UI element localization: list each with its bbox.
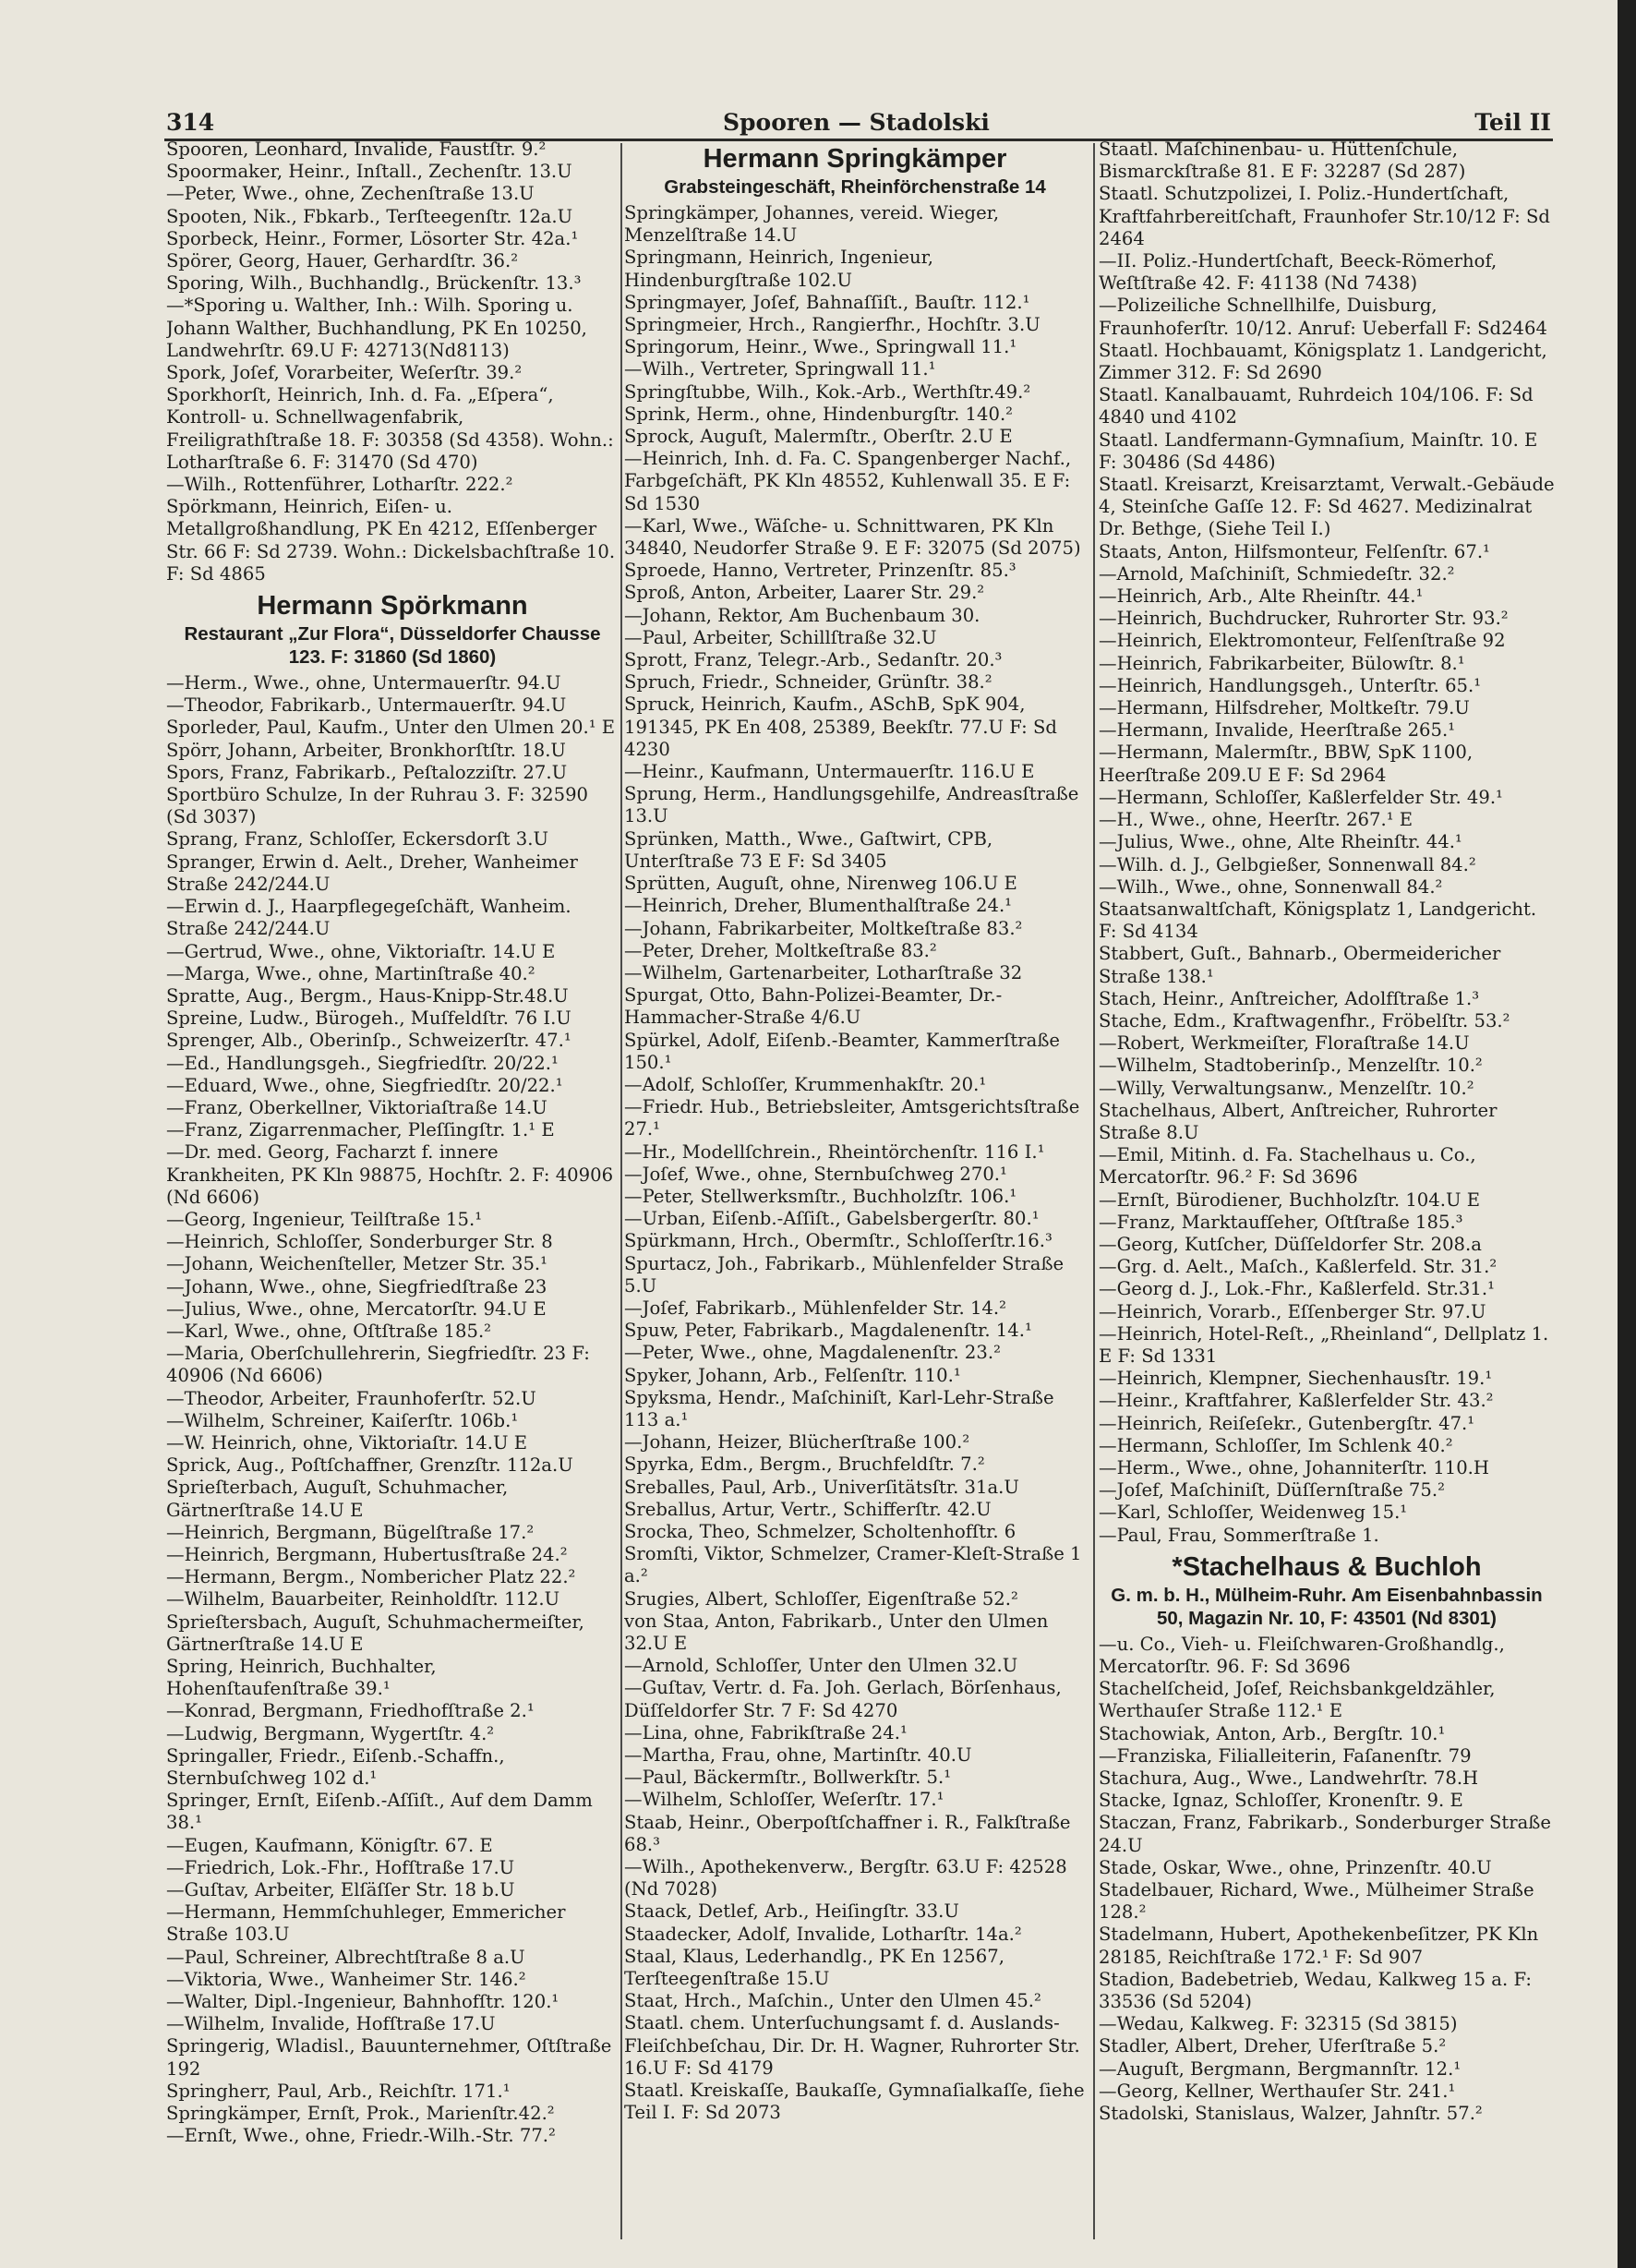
directory-entry: Spürkel, Adolf, Eiſenb.-Beamter, Kammerſtraße 150.¹	[624, 1029, 1061, 1073]
directory-entry: Sprieſtersbach, Auguſt, Schuhmachermeiſter, Gärtnerſtraße 14.U E	[166, 1611, 584, 1655]
directory-entry: —W. Heinrich, ohne, Viktoriaſtr. 14.U E	[166, 1431, 528, 1454]
directory-entry: —Wilhelm, Schloſſer, Weſerſtr. 17.¹	[624, 1789, 944, 1811]
directory-entry: —Franz, Zigarrenmacher, Pleſſingſtr. 1.¹ E	[166, 1119, 555, 1141]
directory-entry: Staatl. Landfermann-Gymnaſium, Mainſtr. 10. E F: 30486 (Sd 4486)	[1099, 428, 1538, 473]
directory-entry: —Paul, Schreiner, Albrechtſtraße 8 a.U	[166, 1946, 525, 1968]
directory-entry: Spyksma, Hendr., Maſchiniſt, Karl-Lehr-Straße 113 a.¹	[624, 1386, 1054, 1430]
directory-entry: —Wilh., Apothekenverw., Bergſtr. 63.U F: 42528 (Nd 7028)	[624, 1856, 1067, 1900]
directory-entry: —Franz, Marktaufſeher, Oſtſtraße 185.³	[1099, 1211, 1463, 1233]
directory-entry: —Julius, Wwe., ohne, Alte Rheinſtr. 44.¹	[1099, 831, 1462, 853]
directory-entry: —Heinrich, Hotel-Reſt., „Rheinland“, Dellplatz 1. E F: Sd 1331	[1099, 1322, 1549, 1367]
directory-entry: —Auguſt, Bergmann, Bergmannſtr. 12.¹	[1099, 2057, 1462, 2080]
directory-entry: Sprott, Franz, Telegr.-Arb., Sedanſtr. 20.³	[624, 649, 1003, 671]
directory-entry: Springkämper, Johannes, vereid. Wieger, Menzelſtraße 14.U	[624, 202, 1000, 247]
directory-entry: —Joſef, Fabrikarb., Mühlenfelder Str. 14.²	[624, 1297, 1006, 1319]
directory-entry: Spruch, Friedr., Schneider, Grünſtr. 38.²	[624, 671, 992, 694]
directory-entry: Spoormaker, Heinr., Inſtall., Zechenſtr. 13.U	[166, 161, 572, 183]
directory-entry: —u. Co., Vieh- u. Fleiſchwaren-Großhandlg., Mercatorſtr. 96. F: Sd 3696	[1099, 1633, 1505, 1677]
directory-entry: Springmann, Heinrich, Ingenieur, Hindenburgſtraße 102.U	[624, 247, 934, 291]
column-divider	[620, 143, 622, 2239]
directory-entry: —Hermann, Schloſſer, Im Schlenk 40.²	[1099, 1434, 1453, 1456]
directory-entry: —Johann, Rektor, Am Buchenbaum 30.	[624, 604, 980, 626]
directory-entry: Stachelſcheid, Joſef, Reichsbankgeldzähler, Werthauſer Straße 112.¹ E	[1099, 1678, 1496, 1722]
directory-entry: Sprenger, Alb., Oberinſp., Schweizerſtr. 47.¹	[166, 1030, 571, 1052]
directory-entry: —Walter, Dipl.-Ingenieur, Bahnhofſtr. 120.¹	[166, 1991, 559, 2013]
directory-entry: —Hermann, Malermſtr., BBW, SpK 1100, Heerſtraße 209.U E F: Sd 2964	[1099, 742, 1474, 786]
directory-entry: —Ed., Handlungsgeh., Siegfriedſtr. 20/22.¹	[166, 1052, 559, 1074]
directory-entry: —Guſtav, Vertr. d. Fa. Joh. Gerlach, Börſenhaus, Düſſeldorfer Str. 7 F: Sd 4270	[624, 1677, 1062, 1721]
scan-edge	[1618, 0, 1636, 2268]
directory-entry: —II. Poliz.-Hundertſchaft, Beeck-Römerhof, Weſtſtraße 42. F: 41138 (Nd 7438)	[1099, 250, 1498, 295]
directory-entry: —Georg, Kutſcher, Düſſeldorfer Str. 208.a	[1099, 1233, 1482, 1255]
directory-entry: —Peter, Dreher, Moltkeſtraße 83.²	[624, 939, 937, 961]
directory-entry: —Wilhelm, Gartenarbeiter, Lotharſtraße 32	[624, 961, 1023, 983]
directory-entry: Staatl. Schutzpolizei, I. Poliz.-Hundertſchaft, Kraftfahrbereitſchaft, Fraunhofer Str.10/12 F: Sd 2464	[1099, 183, 1550, 249]
directory-entry: —Heinrich, Inh. d. Fa. C. Spangenberger Nachf., Farbgeſchäft, PK Kln 48552, Kuhlenwall 35. E F: Sd 1530	[624, 448, 1072, 514]
directory-entry: Staatl. Kreiskaſſe, Baukaſſe, Gymnaſialkaſſe, ſiehe Teil I. F: Sd 2073	[624, 2080, 1085, 2124]
directory-entry: —Wilhelm, Bauarbeiter, Reinholdſtr. 112.U	[166, 1588, 560, 1611]
column-3	[1099, 139, 1555, 2235]
directory-entry: —Heinr., Kraftfahrer, Kaßlerfelder Str. 43.²	[1099, 1390, 1494, 1412]
directory-entry: Staatsanwaltſchaft, Königsplatz 1, Landgericht. F: Sd 4134	[1099, 898, 1537, 943]
directory-entry: —*Sporing u. Walther, Inh.: Wilh. Sporing u. Johann Walther, Buchhandlung, PK En 10250, Landwehrſtr. 69.U F: 42713(Nd8113)	[166, 295, 587, 361]
running-title: Spooren — Stadolski	[723, 109, 990, 136]
directory-entry: —Erwin d. J., Haarpflegegeſchäft, Wanheim. Straße 242/244.U	[166, 896, 571, 940]
directory-entry: Spyrka, Edm., Bergm., Bruchfeldſtr. 7.²	[624, 1454, 985, 1476]
directory-entry: Spurtacz, Joh., Fabrikarb., Mühlenfelder Straße 5.U	[624, 1252, 1065, 1297]
directory-entry: Spürkmann, Hrch., Obermſtr., Schloſſerſtr.16.³	[624, 1230, 1053, 1252]
directory-entry: —Adolf, Schloſſer, Krummenhakſtr. 20.¹	[624, 1073, 987, 1095]
directory-entry: —Heinrich, Bergmann, Hubertusſtraße 24.²	[166, 1543, 568, 1565]
column-1	[166, 139, 619, 2235]
directory-entry: Springſtubbe, Wilh., Kok.-Arb., Werthſtr.49.²	[624, 380, 1031, 403]
directory-entry: —Franz, Oberkellner, Viktoriaſtraße 14.U	[166, 1096, 547, 1118]
directory-entry: —Wedau, Kalkweg. F: 32315 (Sd 3815)	[1099, 2013, 1458, 2035]
directory-entry: —Eduard, Wwe., ohne, Siegfriedſtr. 20/22.¹	[166, 1074, 563, 1096]
directory-entry: —Karl, Wwe., ohne, Oſtſtraße 185.²	[166, 1320, 492, 1342]
directory-entry: Sprick, Aug., Poſtſchaffner, Grenzſtr. 112a.U	[166, 1454, 573, 1477]
page-header	[166, 109, 1551, 142]
column-divider	[1093, 143, 1095, 2239]
directory-entry: —Peter, Wwe., ohne, Magdalenenſtr. 23.²	[624, 1342, 1001, 1364]
directory-entry: —Wilh., Wwe., ohne, Sonnenwall 84.²	[1099, 875, 1443, 898]
directory-entry: Staab, Heinr., Oberpoſtſchaffner i. R., Falkſtraße 68.³	[624, 1811, 1071, 1855]
directory-entry: —Dr. med. Georg, Facharzt f. innere Krankheiten, PK Kln 98875, Hochſtr. 2. F: 40906 (Nd 6606)	[166, 1141, 614, 1208]
directory-entry: Staatl. chem. Unterſuchungsamt f. d. Auslands-Fleiſchbeſchau, Dir. Dr. H. Wagner, Ruhrorter Str. 16.U F: Sd 4179	[624, 2012, 1080, 2079]
directory-entry: Staadecker, Adolf, Invalide, Lotharſtr. 14a.²	[624, 1923, 1022, 1945]
directory-entry: —Arnold, Maſchiniſt, Schmiedeſtr. 32.²	[1099, 562, 1455, 585]
directory-entry: Stade, Oskar, Wwe., ohne, Prinzenſtr. 40.U	[1099, 1856, 1492, 1878]
directory-entry: Springaller, Friedr., Eiſenb.-Schaffn., Sternbuſchweg 102 d.¹	[166, 1744, 505, 1790]
directory-entry: —Heinrich, Fabrikarbeiter, Bülowſtr. 8.¹	[1099, 652, 1465, 674]
directory-entry: —Friedr. Hub., Betriebsleiter, Amtsgerichtsſtraße 27.¹	[624, 1096, 1080, 1140]
directory-entry: Stadolski, Stanislaus, Walzer, Jahnſtr. 57.²	[1099, 2103, 1483, 2125]
directory-entry: —Friedrich, Lok.-Fhr., Hofſtraße 17.U	[166, 1856, 515, 1878]
directory-entry: —Maria, Oberſchullehrerin, Siegfriedſtr. 23 F: 40906 (Nd 6606)	[166, 1343, 590, 1387]
directory-entry: —Ludwig, Bergmann, Wygertſtr. 4.²	[166, 1722, 495, 1744]
directory-entry: —Heinrich, Klempner, Siechenhausſtr. 19.¹	[1099, 1368, 1493, 1390]
directory-entry: Stachelhaus, Albert, Anſtreicher, Ruhrorter Straße 8.U	[1099, 1099, 1498, 1143]
directory-entry: —Hr., Modellſchrein., Rheintörchenſtr. 116 I.¹	[624, 1140, 1045, 1163]
directory-entry: Spurgat, Otto, Bahn-Polizei-Beamter, Dr.-Hammacher-Straße 4/6.U	[624, 984, 1003, 1029]
directory-entry: —Lina, ohne, Fabrikſtraße 24.¹	[624, 1721, 908, 1743]
directory-entry: —Eugen, Kaufmann, Königſtr. 67. E	[166, 1834, 493, 1856]
directory-entry: Sprütten, Auguſt, ohne, Nirenweg 106.U E	[624, 873, 1017, 895]
directory-entry: Spratte, Aug., Bergm., Haus-Knipp-Str.48.U	[166, 984, 569, 1007]
directory-entry: —Heinrich, Vorarb., Eſſenberger Str. 97.U	[1099, 1300, 1486, 1322]
directory-entry: —Paul, Frau, Sommerſtraße 1.	[1099, 1524, 1379, 1546]
directory-entry: Stach, Heinr., Anſtreicher, Adolfſtraße 1.³	[1099, 987, 1480, 1009]
directory-entry: Sporkhorſt, Heinrich, Inh. d. Fa. „Eſpera“, Kontroll- u. Schnellwagenfabrik, Freiligrathſtraße 18. F: 30358 (Sd 4358). Wohn.: Lotharſtraße 6. F: 31470 (Sd 470)	[166, 384, 614, 473]
directory-entry: —Wilh. d. J., Gelbgießer, Sonnenwall 84.²	[1099, 853, 1476, 875]
directory-entry: —Hermann, Bergm., Nombericher Platz 22.²	[166, 1566, 576, 1588]
directory-entry: —Viktoria, Wwe., Wanheimer Str. 146.²	[166, 1968, 526, 1990]
directory-entry: —Wilhelm, Stadtoberinſp., Menzelſtr. 10.²	[1099, 1055, 1483, 1077]
directory-entry: Srugies, Albert, Schloſſer, Eigenſtraße 52.²	[624, 1587, 1018, 1610]
directory-entry: —Herm., Wwe., ohne, Untermauerſtr. 94.U	[166, 672, 561, 694]
directory-entry: Stacke, Ignaz, Schloſſer, Kronenſtr. 9. E	[1099, 1790, 1463, 1812]
advertisement-name: Hermann Springkämper	[703, 144, 1007, 174]
directory-entry: Spreine, Ludw., Bürogeh., Muſfeldſtr. 76 I.U	[166, 1007, 571, 1030]
directory-entry: Springer, Ernſt, Eiſenb.-Aſſiſt., Auf dem Damm 38.¹	[166, 1790, 593, 1834]
directory-entry: Staack, Detlef, Arb., Heiſingſtr. 33.U	[624, 1900, 959, 1923]
directory-entry: Sprock, Auguſt, Malermſtr., Oberſtr. 2.U E	[624, 426, 1013, 448]
directory-entry: Sporing, Wilh., Buchhandlg., Brückenſtr. 13.³	[166, 272, 582, 295]
directory-entry: Stachura, Aug., Wwe., Landwehrſtr. 78.H	[1099, 1767, 1479, 1790]
directory-entry: Staatl. Maſchinenbau- u. Hüttenſchule, Bismarckſtraße 81. E F: 32287 (Sd 287)	[1099, 139, 1466, 183]
directory-entry: Sprung, Herm., Handlungsgehilfe, Andreasſtraße 13.U	[624, 783, 1079, 827]
directory-entry: —Paul, Bäckermſtr., Bollwerkſtr. 5.¹	[624, 1767, 952, 1789]
directory-entry: Stache, Edm., Kraftwagenfhr., Fröbelſtr. 53.²	[1099, 1009, 1510, 1031]
directory-entry: —Polizeiliche Schnellhilfe, Duisburg, Fraunhoferſtr. 10/12. Anruf: Ueberfall F: Sd2464	[1099, 295, 1547, 339]
directory-entry: Spörer, Georg, Hauer, Gerhardſtr. 36.²	[166, 250, 519, 272]
directory-entry: Stadelmann, Hubert, Apothekenbeſitzer, PK Kln 28185, Reichſtraße 172.¹ F: Sd 907	[1099, 1924, 1539, 1968]
directory-entry: —Johann, Heizer, Blücherſtraße 100.²	[624, 1431, 970, 1454]
directory-entry: —Hermann, Invalide, Heerſtraße 265.¹	[1099, 719, 1456, 742]
directory-entry: —Heinrich, Bergmann, Bügelſtraße 17.²	[166, 1521, 535, 1543]
advertisement	[166, 589, 619, 669]
directory-entry: Staczan, Franz, Fabrikarb., Sonderburger Straße 24.U	[1099, 1812, 1551, 1856]
advertisement	[1099, 1550, 1555, 1630]
directory-entry: Stachowiak, Anton, Arb., Bergſtr. 10.¹	[1099, 1722, 1446, 1744]
directory-entry: Stadler, Albert, Dreher, Uferſtraße 5.²	[1099, 2035, 1447, 2057]
directory-entry: Sprünken, Matth., Wwe., Gaſtwirt, CPB, Unterſtraße 73 E F: Sd 3405	[624, 827, 993, 872]
directory-entry: —Gertrud, Wwe., ohne, Viktoriaſtr. 14.U E	[166, 940, 556, 962]
directory-entry: Srocka, Theo, Schmelzer, Scholtenhofſtr. 6	[624, 1520, 1016, 1542]
directory-entry: Sportbüro Schulze, In der Ruhrau 3. F: 32590 (Sd 3037)	[166, 784, 589, 828]
directory-entry: Stadion, Badebetrieb, Wedau, Kalkweg 15 a. F: 33536 (Sd 5204)	[1099, 1968, 1532, 2013]
directory-entry: —Guſtav, Arbeiter, Elſäſſer Str. 18 b.U	[166, 1879, 515, 1901]
directory-entry: —Emil, Mitinh. d. Fa. Stachelhaus u. Co., Mercatorſtr. 96.² F: Sd 3696	[1099, 1144, 1476, 1188]
directory-entry: Spranger, Erwin d. Aelt., Dreher, Wanheimer Straße 242/244.U	[166, 850, 578, 895]
directory-entry: —Paul, Arbeiter, Schillſtraße 32.U	[624, 626, 937, 648]
directory-entry: Spooten, Nik., Fbkarb., Terſteegenſtr. 12a.U	[166, 205, 573, 227]
directory-entry: —Wilhelm, Schreiner, Kaiſerſtr. 106b.¹	[166, 1409, 519, 1431]
directory-entry: Sprang, Franz, Schloſſer, Eckersdorſt 3.U	[166, 828, 548, 850]
directory-entry: —Georg, Kellner, Werthauſer Str. 241.¹	[1099, 2080, 1456, 2102]
directory-entry: —Ernſt, Wwe., ohne, Friedr.-Wilh.-Str. 77.²	[166, 2125, 556, 2147]
directory-entry: —Heinrich, Arb., Alte Rheinſtr. 44.¹	[1099, 585, 1424, 608]
directory-entry: Sromſti, Viktor, Schmelzer, Cramer-Kleſt-Straße 1 a.²	[624, 1543, 1082, 1587]
directory-entry: Spörkmann, Heinrich, Eiſen- u. Metallgroßhandlung, PK En 4212, Eſſenberger Str. 66 F: Sd 2739. Wohn.: Dickelsbachſtraße 10. F: Sd 4865	[166, 496, 616, 585]
directory-entry: —Urban, Eiſenb.-Aſſiſt., Gabelsbergerſtr. 80.¹	[624, 1208, 1040, 1230]
directory-entry: Sprink, Herm., ohne, Hindenburgſtr. 140.²	[624, 403, 1014, 425]
directory-entry: —Hermann, Schloſſer, Kaßlerfelder Str. 49.¹	[1099, 786, 1503, 808]
directory-entry: Spyker, Johann, Arb., Felſenſtr. 110.¹	[624, 1364, 961, 1386]
directory-entry: Sporleder, Paul, Kaufm., Unter den Ulmen 20.¹ E	[166, 717, 616, 739]
directory-entry: —Heinrich, Schloſſer, Sonderburger Str. 8	[166, 1231, 553, 1253]
directory-entry: —Georg, Ingenieur, Teilſtraße 15.¹	[166, 1208, 483, 1230]
directory-entry: Spooren, Leonhard, Invalide, Faustſtr. 9.²	[166, 139, 547, 160]
directory-entry: Staats, Anton, Hilfsmonteur, Felſenſtr. 67.¹	[1099, 540, 1490, 562]
directory-entry: Springmayer, Joſef, Bahnaſſiſt., Bauſtr. 112.¹	[624, 291, 1030, 313]
advertisement-details: Grabsteingeschäft, Rheinförchenstraße 14	[664, 176, 1046, 198]
directory-entry: Sreballes, Paul, Arb., Univerſitätsſtr. 31a.U	[624, 1476, 1019, 1498]
directory-entry: —Peter, Stellwerksmſtr., Buchholzſtr. 106.¹	[624, 1185, 1017, 1207]
directory-entry: —Johann, Wwe., ohne, Siegfriedſtraße 23	[166, 1275, 547, 1297]
directory-entry: —Konrad, Bergmann, Friedhofſtraße 2.¹	[166, 1700, 535, 1722]
directory-entry: —Julius, Wwe., ohne, Mercatorſtr. 94.U E	[166, 1297, 547, 1320]
directory-entry: —Hermann, Hemmſchuhleger, Emmericher Straße 103.U	[166, 1901, 566, 1946]
advertisement-name: Hermann Spörkmann	[257, 591, 528, 621]
directory-entry: —Karl, Schloſſer, Weidenweg 15.¹	[1099, 1502, 1408, 1524]
directory-entry: Spring, Heinrich, Buchhalter, Hohenſtaufenſtraße 39.¹	[166, 1656, 437, 1700]
directory-entry: Stadelbauer, Richard, Wwe., Mülheimer Straße 128.²	[1099, 1879, 1534, 1924]
directory-entry: Sprieſterbach, Auguſt, Schuhmacher, Gärtnerſtraße 14.U E	[166, 1477, 509, 1521]
directory-entry: —Theodor, Arbeiter, Fraunhoferſtr. 52.U	[166, 1387, 536, 1409]
advertisement-details: Restaurant „Zur Flora“, Düsseldorfer Chausse 123. F: 31860 (Sd 1860)	[184, 623, 601, 669]
directory-entry: —Hermann, Hilfsdreher, Moltkeſtr. 79.U	[1099, 697, 1470, 719]
directory-entry: —Heinrich, Elektromonteur, Felſenſtraße 92	[1099, 630, 1506, 652]
directory-entry: —Wilh., Vertreter, Springwall 11.¹	[624, 358, 936, 380]
directory-entry: Spruck, Heinrich, Kaufm., ASchB, SpK 904, 191345, PK En 408, 25389, Beekſtr. 77.U F: Sd 4230	[624, 694, 1057, 760]
directory-entry: —Ernſt, Bürodiener, Buchholzſtr. 104.U E	[1099, 1188, 1481, 1211]
directory-entry: Spuw, Peter, Fabrikarb., Magdalenenſtr. 14.¹	[624, 1320, 1032, 1342]
directory-entry: —Willy, Verwaltungsanw., Menzelſtr. 10.²	[1099, 1077, 1474, 1099]
directory-entry: —H., Wwe., ohne, Heerſtr. 267.¹ E	[1099, 809, 1413, 831]
directory-entry: Spörr, Johann, Arbeiter, Bronkhorſtſtr. 18.U	[166, 739, 566, 761]
directory-entry: —Georg d. J., Lok.-Fhr., Kaßlerfeld. Str.31.¹	[1099, 1278, 1495, 1300]
advertisement	[624, 142, 1086, 199]
directory-entry: —Johann, Fabrikarbeiter, Moltkeſtraße 83.²	[624, 917, 1023, 939]
directory-entry: Sproede, Hanno, Vertreter, Prinzenſtr. 85.³	[624, 560, 1016, 582]
directory-entry: Staatl. Kreisarzt, Kreisarztamt, Verwalt.-Gebäude 4, Steinſche Gaſſe 12. F: Sd 4627. Medizinalrat Dr. Bethge, (Siehe Teil I.)	[1099, 474, 1555, 540]
advertisement-name: *Stachelhaus & Buchloh	[1172, 1551, 1482, 1582]
directory-entry: —Heinr., Kaufmann, Untermauerſtr. 116.U E	[624, 761, 1035, 783]
directory-entry: —Johann, Weichenſteller, Metzer Str. 35.¹	[166, 1253, 547, 1275]
directory-entry: Staatl. Kanalbauamt, Ruhrdeich 104/106. F: Sd 4840 und 4102	[1099, 384, 1534, 428]
directory-entry: —Martha, Frau, ohne, Martinſtr. 40.U	[624, 1744, 972, 1767]
directory-entry: Springerig, Wladisl., Bauunternehmer, Oſtſtraße 192	[166, 2035, 612, 2080]
directory-entry: —Heinrich, Handlungsgeh., Unterſtr. 65.¹	[1099, 674, 1482, 696]
directory-entry: Spork, Joſef, Vorarbeiter, Weſerſtr. 39.²	[166, 362, 523, 384]
directory-entry: Sreballus, Artur, Vertr., Schifferſtr. 42.U	[624, 1498, 992, 1520]
directory-entry: —Joſef, Wwe., ohne, Sternbuſchweg 270.¹	[624, 1163, 1007, 1185]
directory-entry: Springkämper, Ernſt, Prok., Marienſtr.42.²	[166, 2103, 555, 2125]
directory-entry: von Staa, Anton, Fabrikarb., Unter den Ulmen 32.U E	[624, 1610, 1049, 1654]
directory-entry: —Joſef, Maſchiniſt, Düſſernſtraße 75.²	[1099, 1479, 1445, 1502]
page-number: 314	[166, 109, 215, 136]
directory-entry: Sporbeck, Heinr., Former, Lösorter Str. 42a.¹	[166, 227, 579, 249]
directory-entry: Springherr, Paul, Arb., Reichſtr. 171.¹	[166, 2080, 511, 2102]
directory-entry: Staal, Klaus, Lederhandlg., PK En 12567, Terſteegenſtraße 15.U	[624, 1945, 1004, 1990]
directory-entry: —Heinrich, Dreher, Blumenthalſtraße 24.¹	[624, 895, 1013, 917]
column-2	[624, 139, 1086, 2235]
directory-entry: —Herm., Wwe., ohne, Johanniterſtr. 110.H	[1099, 1456, 1489, 1478]
directory-entry: —Wilhelm, Invalide, Hofſtraße 17.U	[166, 2013, 496, 2035]
directory-entry: Stabbert, Guſt., Bahnarb., Obermeidericher Straße 138.¹	[1099, 943, 1501, 987]
advertisement-details: G. m. b. H., Mülheim-Ruhr. Am Eisenbahnbassin 50, Magazin Nr. 10, F: 43501 (Nd 8301)	[1111, 1584, 1543, 1629]
directory-entry: —Grg. d. Aelt., Maſch., Kaßlerfeld. Str. 31.²	[1099, 1256, 1498, 1278]
directory-entry: —Wilh., Rottenführer, Lotharſtr. 222.²	[166, 474, 513, 496]
directory-entry: Springmeier, Hrch., Rangierfhr., Hochſtr. 3.U	[624, 314, 1041, 336]
directory-entry: —Franziska, Filialleiterin, Faſanenſtr. 79	[1099, 1744, 1472, 1767]
directory-entry: —Arnold, Schloſſer, Unter den Ulmen 32.U	[624, 1655, 1018, 1677]
part-label: Teil II	[1474, 109, 1551, 136]
directory-entry: —Peter, Wwe., ohne, Zechenſtraße 13.U	[166, 183, 535, 205]
directory-entry: —Karl, Wwe., Wäſche- u. Schnittwaren, PK Kln 34840, Neudorfer Straße 9. E F: 32075 (Sd 2075)	[624, 514, 1081, 560]
directory-entry: Staatl. Hochbauamt, Königsplatz 1. Landgericht, Zimmer 312. F: Sd 2690	[1099, 339, 1547, 384]
directory-entry: —Heinrich, Buchdrucker, Ruhrorter Str. 93.²	[1099, 608, 1509, 630]
directory-entry: Sproß, Anton, Arbeiter, Laarer Str. 29.²	[624, 582, 985, 604]
directory-entry: —Heinrich, Reiſeſekr., Gutenbergſtr. 47.¹	[1099, 1412, 1475, 1434]
directory-entry: Springorum, Heinr., Wwe., Springwall 11.¹	[624, 336, 1017, 358]
directory-entry: Spors, Franz, Fabrikarb., Peſtalozziſtr. 27.U	[166, 761, 568, 783]
directory-entry: —Robert, Werkmeiſter, Floraſtraße 14.U	[1099, 1032, 1470, 1055]
directory-entry: —Marga, Wwe., ohne, Martinſtraße 40.²	[166, 962, 535, 984]
directory-entry: —Theodor, Fabrikarb., Untermauerſtr. 94.U	[166, 694, 567, 717]
directory-entry: Staat, Hrch., Maſchin., Unter den Ulmen 45.²	[624, 1990, 1041, 2012]
